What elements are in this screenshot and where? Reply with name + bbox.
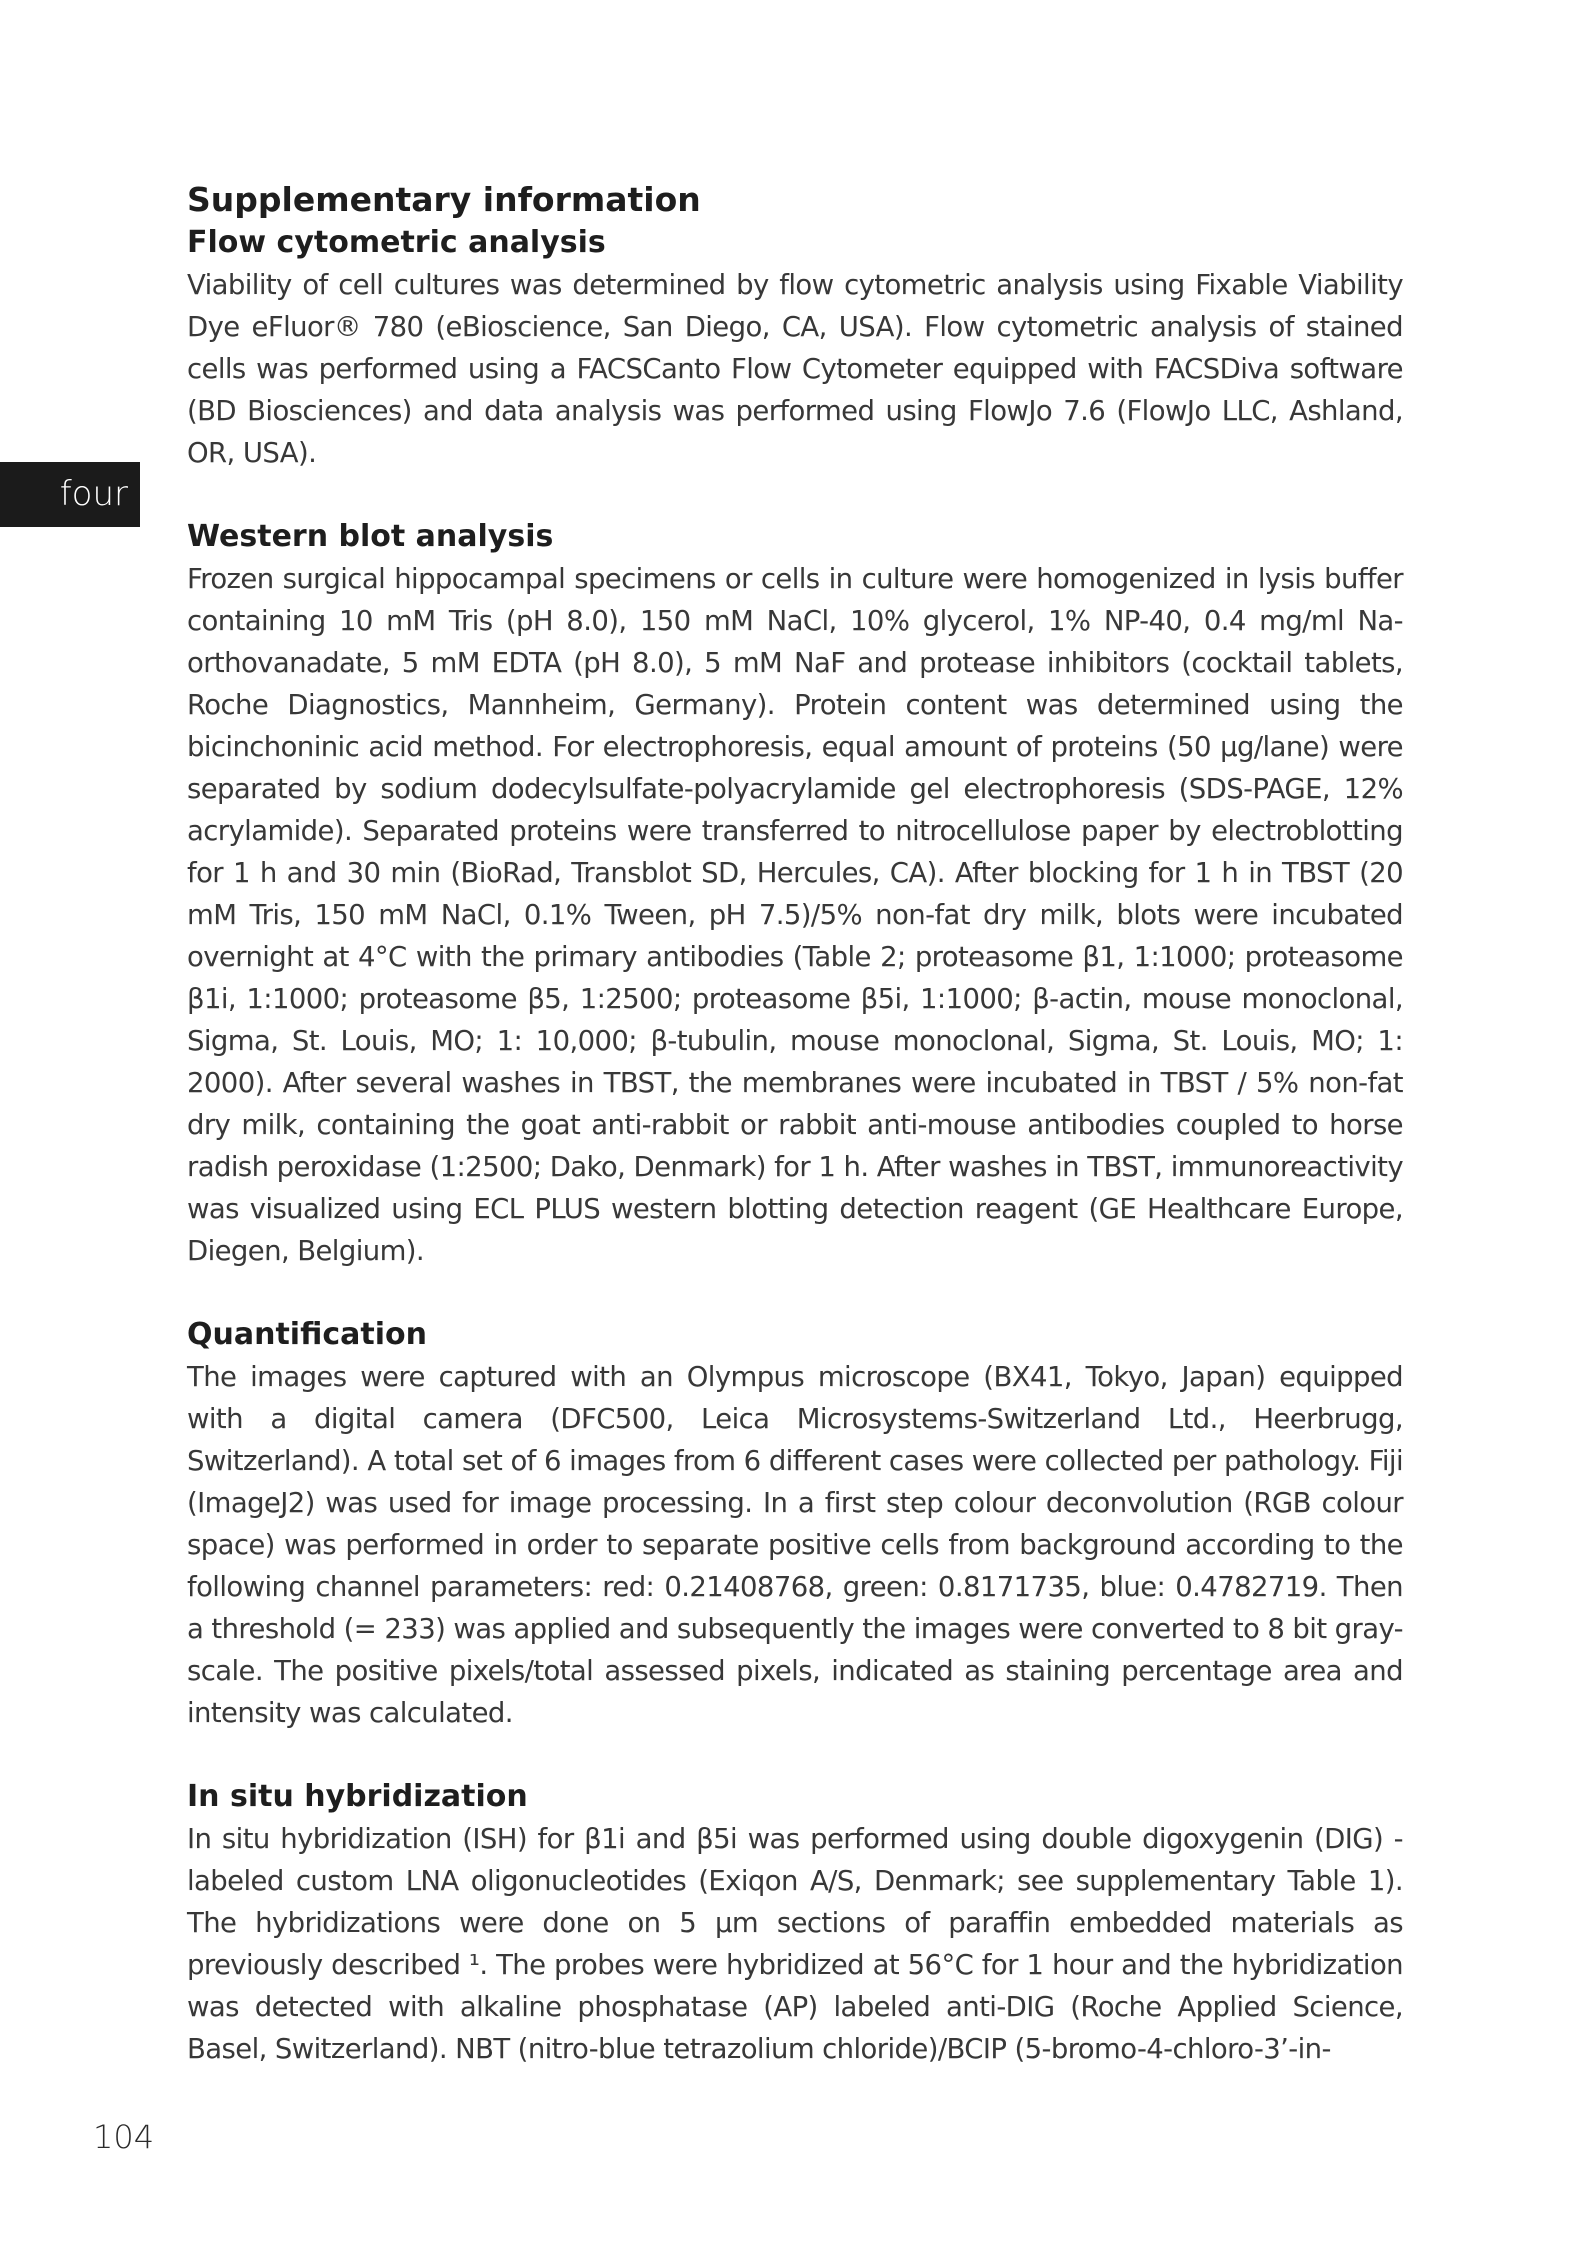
section-title: Western blot analysis — [187, 519, 554, 554]
chapter-tab: four — [0, 462, 140, 527]
section-body: The images were captured with an Olympus microscope (BX41, Tokyo, Japan) equipped with a digital camera (DFC500, Leica Microsystems-Switzerland Ltd., Heerbrugg, Switzerland). A total set of 6 images from 6 different cases were collected per pathology. Fiji (ImageJ2) was used for image processing. In a first step colour deconvolution (RGB colour space) was performed in order to separate positive cells from background according to the following channel parameters: red: 0.21408768, green: 0.8171735, blue: 0.4782719. Then a threshold (= 233) was applied and subsequently the images were converted to 8 bit gray-scale. The positive pixels/total assessed pixels, indicated as staining percentage area and intensity was calculated. — [187, 1361, 1403, 1729]
section-western-blot-analysis — [187, 516, 1403, 1272]
section-body: Viability of cell cultures was determined by flow cytometric analysis using Fixable Viability Dye eFluor® 780 (eBioscience, San Diego, CA, USA). Flow cytometric analysis of stained cells was performed using a FACSCanto Flow Cytometer equipped with FACSDiva software (BD Biosciences) and data analysis was performed using FlowJo 7.6 (FlowJo LLC, Ashland, OR, USA). — [187, 269, 1403, 469]
section-quantification — [187, 1314, 1403, 1734]
section-body: In situ hybridization (ISH) for β1i and β5i was performed using double digoxygenin (DIG) -labeled custom LNA oligonucleotides (Exiqon A/S, Denmark; see supplementary Table 1). The hybridizations were done on 5 µm sections of paraffin embedded materials as previously described ¹. The probes were hybridized at 56°C for 1 hour and the hybridization was detected with alkaline phosphatase (AP) labeled anti-DIG (Roche Applied Science, Basel, Switzerland). NBT (nitro-blue tetrazolium chloride)/BCIP (5-bromo-4-chloro-3’-in- — [187, 1823, 1403, 2065]
section-title: Quantification — [187, 1317, 427, 1352]
section-title: Flow cytometric analysis — [187, 225, 606, 260]
section-title: In situ hybridization — [187, 1779, 528, 1814]
page-number: 104 — [93, 2118, 155, 2156]
main-content — [187, 178, 1403, 2070]
section-in-situ-hybridization — [187, 1776, 1403, 2070]
section-body: Frozen surgical hippocampal specimens or cells in culture were homogenized in lysis buffer containing 10 mM Tris (pH 8.0), 150 mM NaCl, 10% glycerol, 1% NP-40, 0.4 mg/ml Na-orthovanadate, 5 mM EDTA (pH 8.0), 5 mM NaF and protease inhibitors (cocktail tablets, Roche Diagnostics, Mannheim, Germany). Protein content was determined using the bicinchoninic acid method. For electrophoresis, equal amount of proteins (50 µg/lane) were separated by sodium dodecylsulfate-polyacrylamide gel electrophoresis (SDS-PAGE, 12% acrylamide). Separated proteins were transferred to nitrocellulose paper by electroblotting for 1 h and 30 min (BioRad, Transblot SD, Hercules, CA). After blocking for 1 h in TBST (20 mM Tris, 150 mM NaCl, 0.1% Tween, pH 7.5)/5% non-fat dry milk, blots were incubated overnight at 4°C with the primary antibodies (Table 2; proteasome β1, 1:1000; proteasome β1i, 1:1000; proteasome β5, 1:2500; proteasome β5i, 1:1000; β-actin, mouse monoclonal, Sigma, St. Louis, MO; 1: 10,000; β-tubulin, mouse monoclonal, Sigma, St. Louis, MO; 1: 2000). After several washes in TBST, the membranes were incubated in TBST / 5% non-fat dry milk, containing the goat anti-rabbit or rabbit anti-mouse antibodies coupled to horse radish peroxidase (1:2500; Dako, Denmark) for 1 h. After washes in TBST, immunoreactivity was visualized using ECL PLUS western blotting detection reagent (GE Healthcare Europe, Diegen, Belgium). — [187, 563, 1403, 1267]
document-title: Supplementary information — [187, 180, 701, 219]
section-flow-cytometric-analysis — [187, 222, 1403, 474]
